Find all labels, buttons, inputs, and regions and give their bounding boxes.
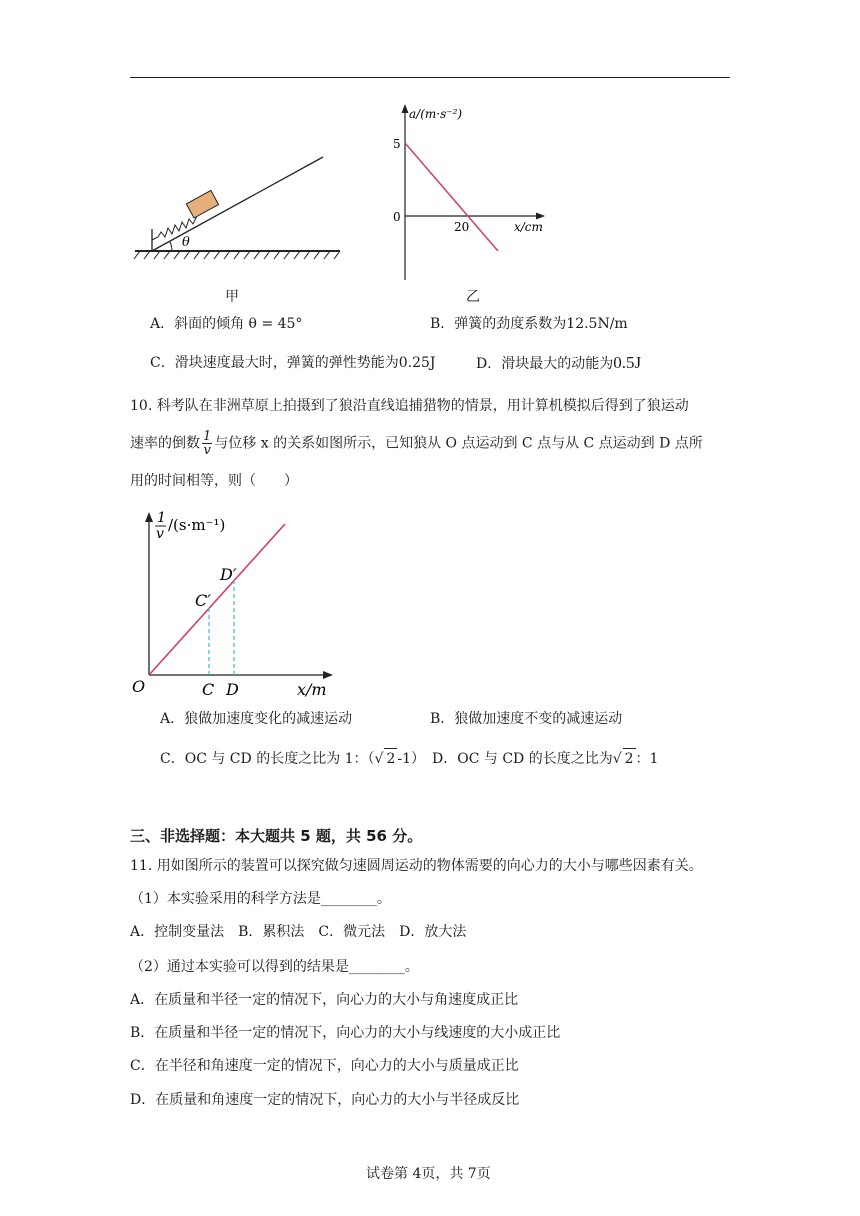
q10-line-2	[130, 430, 703, 457]
sqrt-symbol: √	[612, 751, 622, 767]
q10-option-d-prefix: D．OC 与 CD 的长度之比为	[432, 751, 613, 767]
figure-yi-label: 乙	[466, 289, 480, 305]
y-axis-num: 1	[157, 510, 166, 526]
q9-option-d	[476, 353, 641, 374]
point-c-prime: C′	[195, 591, 211, 610]
q11-part-2-option-c: C．在半径和角速度一定的情况下，向心力的大小与质量成正比	[130, 1058, 519, 1074]
fraction-numerator: 1	[203, 429, 212, 444]
reciprocal-velocity-graph	[125, 500, 340, 700]
page-footer: 试卷第 4页，共 7页	[366, 1166, 491, 1182]
q9-option-b: B．弹簧的劲度系数为12.5N/m	[430, 316, 628, 332]
incline-figure	[130, 150, 345, 262]
y-tick-5: 5	[393, 137, 401, 151]
point-d-label: D	[226, 680, 239, 699]
x-axis-label: x/cm	[514, 220, 543, 234]
q11-part-1: （1）本实验采用的科学方法是________。	[130, 891, 391, 907]
y-axis-label: a/(m·s⁻²)	[409, 107, 463, 121]
q10-option-d-radicand: 2	[623, 748, 636, 769]
q10-option-a: A．狼做加速度变化的减速运动	[160, 711, 353, 727]
q11-part-2-option-a: A．在质量和半径一定的情况下，向心力的大小与角速度成正比	[130, 992, 519, 1008]
q10-line-3: 用的时间相等，则（ ）	[130, 473, 298, 489]
q11-part-2-option-b: B．在质量和半径一定的情况下，向心力的大小与线速度的大小成正比	[130, 1025, 561, 1041]
point-c-label: C	[202, 680, 215, 699]
y-axis-den: v	[156, 526, 164, 542]
header-rule	[130, 77, 730, 78]
sqrt-symbol: √	[374, 751, 384, 767]
figure-jia-label: 甲	[225, 289, 239, 305]
origin-o: O	[132, 677, 146, 696]
q10-option-d	[432, 748, 658, 769]
ax-graph	[385, 100, 555, 285]
y-axis-unit: /(s·m⁻¹)	[168, 516, 226, 534]
q9-option-c: C．滑块速度最大时，弹簧的弹性势能为0.25J	[150, 355, 436, 371]
q11-stem: 11. 用如图所示的装置可以探究做匀速圆周运动的物体需要的向心力的大小与哪些因素有关。	[130, 858, 703, 874]
theta-label: θ	[182, 235, 190, 250]
q10-option-d-suffix: ：1	[635, 751, 659, 767]
q10-option-c	[160, 748, 425, 769]
reciprocal-fraction	[202, 430, 212, 457]
q11-part-2-option-d: D．在质量和角速度一定的情况下，向心力的大小与半径成反比	[130, 1092, 520, 1108]
q9-option-d-value: 0.5J	[613, 353, 642, 372]
origin-0: 0	[393, 210, 401, 224]
q11-part-2: （2）通过本实验可以得到的结果是________。	[130, 959, 419, 975]
q10-line-2-suffix: 与位移 x 的关系如图所示，已知狼从 O 点运动到 C 点与从 C 点运动到 D 点所	[214, 435, 703, 452]
q10-option-c-radicand: 2	[384, 748, 397, 769]
q11-part-1-options: A．控制变量法 B．累积法 C．微元法 D．放大法	[130, 924, 467, 940]
q10-option-b: B．狼做加速度不变的减速运动	[430, 711, 623, 727]
q9-option-a: A．斜面的倾角 θ = 45°	[150, 316, 303, 332]
q9-option-d-text: D．滑块最大的动能为	[476, 356, 614, 372]
x-axis-label: x/m	[297, 680, 327, 699]
point-d-prime: D′	[220, 565, 237, 584]
q10-option-c-suffix: -1）	[397, 751, 426, 767]
q10-option-c-prefix: C．OC 与 CD 的长度之比为 1：（	[160, 751, 375, 767]
q10-line-1: 10. 科考队在非洲草原上拍摄到了狼沿直线追捕猎物的情景，用计算机模拟后得到了狼运动	[130, 398, 689, 414]
section-3-heading: 三、非选择题：本大题共 5 题，共 56 分。	[130, 827, 423, 845]
x-tick-20: 20	[454, 220, 470, 234]
fraction-denominator: v	[203, 443, 211, 458]
q10-line-2-prefix: 速率的倒数	[130, 435, 200, 452]
